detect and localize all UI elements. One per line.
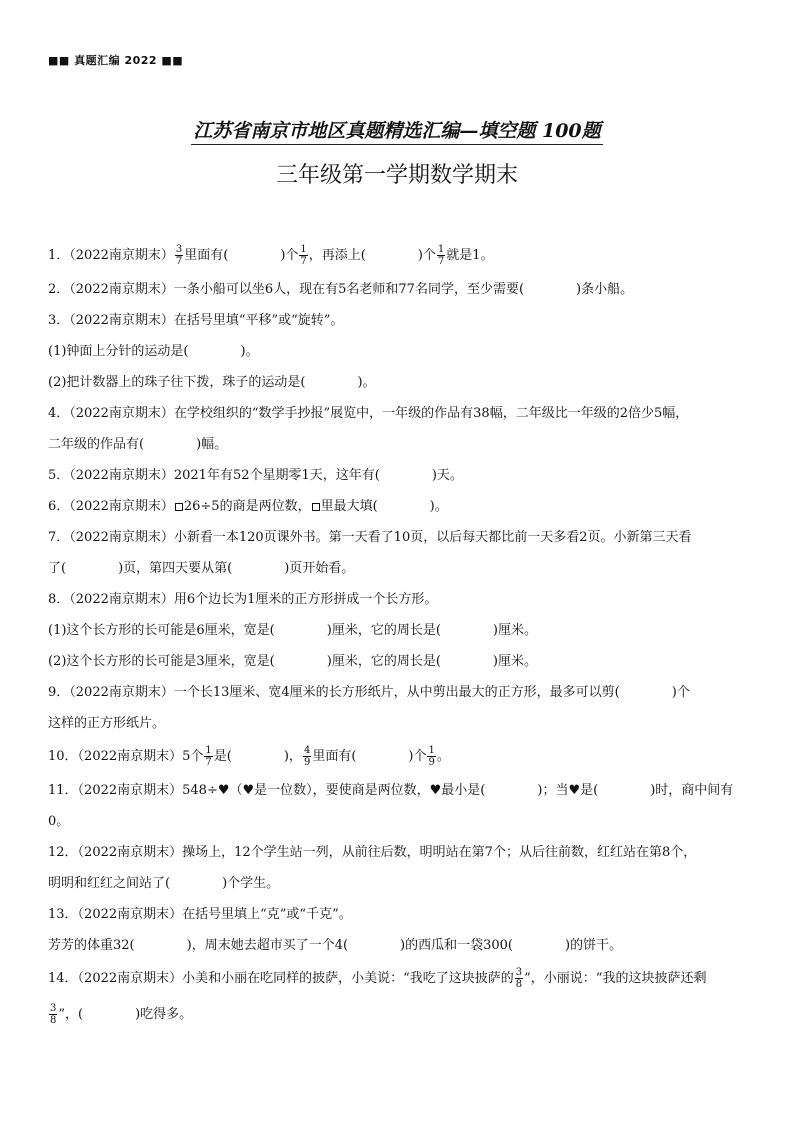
fraction: $\frac{1}{9}$ bbox=[428, 745, 435, 768]
question-3-part-1: (1)钟面上分针的运动是( )。 bbox=[48, 344, 259, 359]
question-2: 2．（2022南京期末）一条小船可以坐6人，现在有5名老师和77名同学，至少需要( )条小船。 bbox=[48, 282, 634, 297]
fraction: $\frac{3}{8}$ bbox=[50, 1003, 57, 1026]
question-9: 9．（2022南京期末）一个长13厘米、宽4厘米的长方形纸片，从中剪出最大的正方形，最多可以剪( )个 bbox=[48, 685, 690, 700]
question-6: 6．（2022南京期末） 26÷5的商是两位数， 里最大填( )。 bbox=[48, 499, 448, 514]
question-7: 7．（2022南京期末）小新看一本120页课外书。第一天看了10页，以后每天都比前一天多看2页。小新第三天看 bbox=[48, 530, 692, 545]
question-3-part-2: (2)把计数器上的珠子往下拨，珠子的运动是( )。 bbox=[48, 375, 376, 390]
main-title bbox=[0, 116, 794, 143]
question-5: 5．（2022南京期末）2021年有52个星期零1天，这年有( )天。 bbox=[48, 468, 463, 483]
question-list bbox=[48, 238, 750, 1033]
question-9-cont: 这样的正方形纸片。 bbox=[48, 716, 166, 731]
question-12: 12．（2022南京期末）操场上，12个学生站一列，从前往后数，明明站在第7个；从后往前数，红红站在第8个， bbox=[48, 845, 697, 860]
fraction: $\frac{1}{7}$ bbox=[437, 244, 445, 267]
question-11: 11．（2022南京期末）548÷♥（♥是一位数），要使商是两位数，♥最小是( )；当♥是( )时，商中间有 bbox=[48, 783, 734, 798]
fraction: $\frac{1}{7}$ bbox=[205, 745, 212, 768]
fraction: $\frac{3}{8}$ bbox=[515, 967, 523, 990]
box-icon bbox=[312, 503, 320, 511]
sub-title: 三年级第一学期数学期末 bbox=[275, 163, 518, 188]
question-10: 10．（2022南京期末）5个 $\frac{1}{7}$ 是( )， $\frac{4}{9}$ 里面有( )个 $\frac{1}{9}$ 。 bbox=[48, 745, 450, 768]
question-8: 8．（2022南京期末）用6个边长为1厘米的正方形拼成一个长方形。 bbox=[48, 592, 438, 607]
fraction: $\frac{4}{9}$ bbox=[303, 745, 311, 768]
question-3: 3．（2022南京期末）在括号里填“平移”或“旋转”。 bbox=[48, 313, 344, 328]
question-14-cont: $\frac{3}{8}$ ”，( )吃得多。 bbox=[50, 1003, 193, 1026]
fraction: $\frac{3}{7}$ bbox=[175, 244, 183, 267]
question-14: 14．（2022南京期末）小美和小丽在吃同样的披萨，小美说：“我吃了这块披萨的 $\frac{3}{8}$ ”，小丽说：“我的这块披萨还剩 bbox=[48, 967, 707, 990]
header-tag: ■■ 真题汇编 2022 ■■ bbox=[48, 54, 184, 67]
question-11-cont: 0。 bbox=[48, 814, 70, 829]
box-icon bbox=[175, 503, 183, 511]
question-4: 4．（2022南京期末）在学校组织的“数学手抄报”展览中，一年级的作品有38幅，二年级比一年级的2倍少5幅， bbox=[48, 406, 689, 421]
question-12-cont: 明明和红红之间站了( )个学生。 bbox=[48, 876, 280, 891]
question-13: 13．（2022南京期末）在括号里填上“克”或“千克”。 bbox=[48, 907, 352, 922]
main-title-text: 江苏省南京市地区真题精选汇编—填空题 100题 bbox=[191, 120, 602, 145]
question-13-cont: 芳芳的体重32( )，周末她去超市买了一个4( )的西瓜和一袋300( )的饼干。 bbox=[48, 938, 623, 953]
question-1: 1．（2022南京期末） $\frac{3}{7}$ 里面有( )个 $\frac{1}{7}$ ，再添上( )个 $\frac{1}{7}$ 就是1。 bbox=[48, 244, 494, 267]
question-8-part-1: (1)这个长方形的长可能是6厘米，宽是( )厘米，它的周长是( )厘米。 bbox=[48, 623, 537, 638]
fraction: $\frac{1}{7}$ bbox=[300, 244, 307, 267]
question-7-cont: 了( )页，第四天要从第( )页开始看。 bbox=[48, 561, 355, 576]
question-8-part-2: (2)这个长方形的长可能是3厘米，宽是( )厘米，它的周长是( )厘米。 bbox=[48, 654, 537, 669]
question-4-cont: 二年级的作品有( )幅。 bbox=[48, 437, 228, 452]
